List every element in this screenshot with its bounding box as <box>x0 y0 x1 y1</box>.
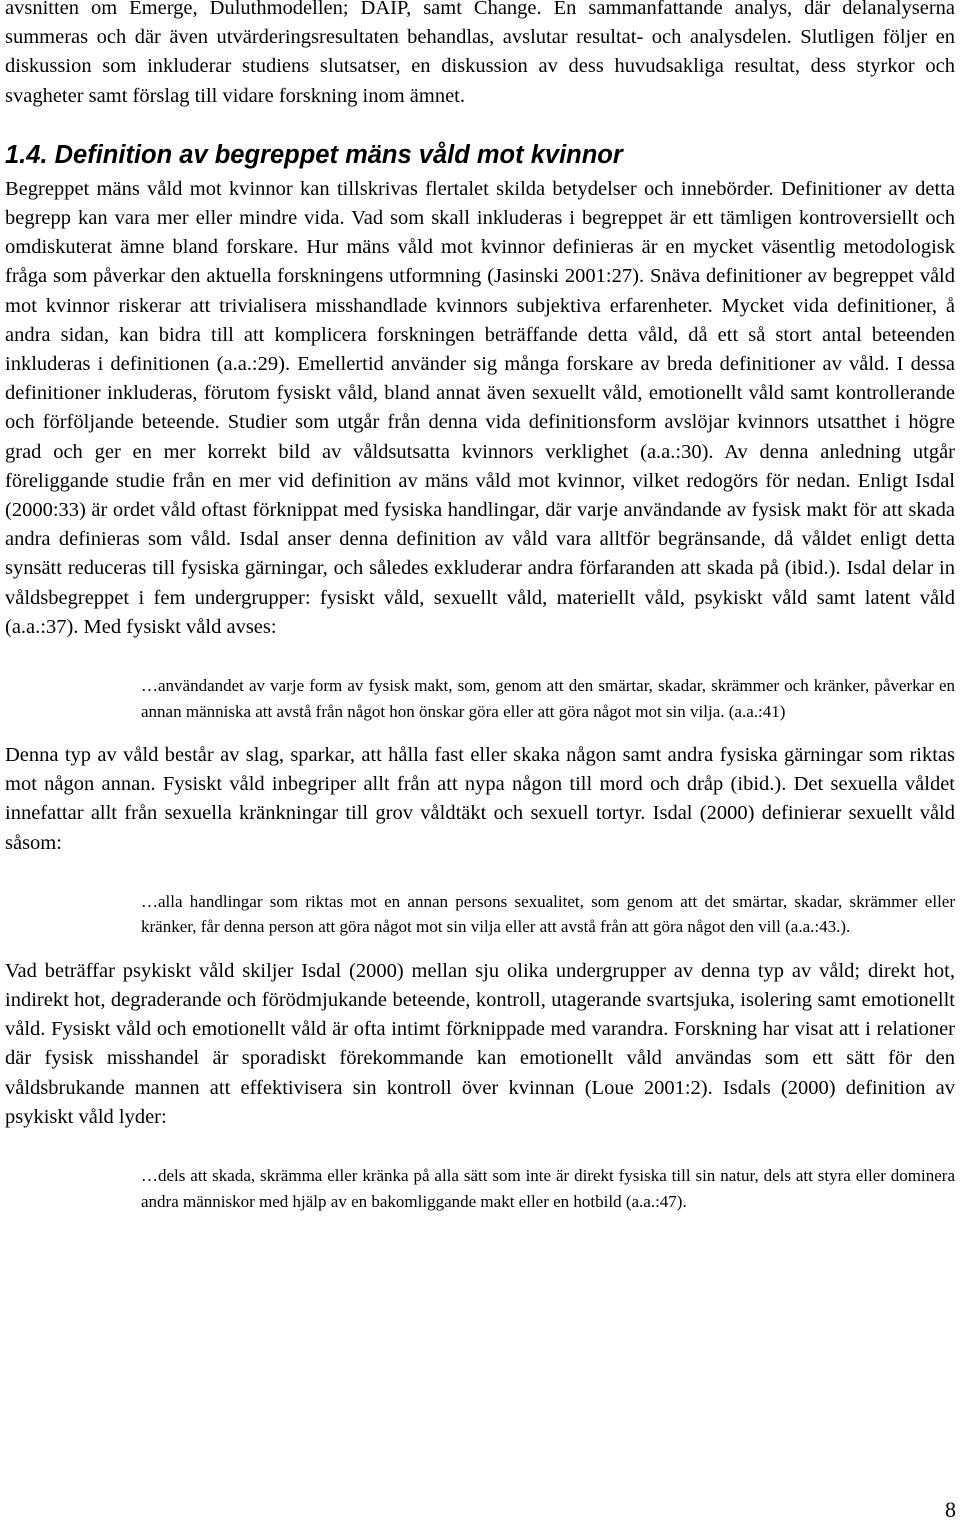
paragraph-psychological-violence: Vad beträffar psykiskt våld skiljer Isdal (2000) mellan sju olika undergrupper av denna typ av våld; direkt hot, indirekt hot, degraderande och förödmjukande beteende, kontroll, utagerande svartsjuka, isolering samt emotionellt våld. Fysiskt våld och emotionellt våld är ofta intimt förknippade med varandra. Forskning har visat att i relationer där fysisk misshandel är sporadiskt förekommande kan emotionellt våld användas som ett sätt för den våldsbrukande mannen att effektivisera sin kontroll över kvinnan (Loue 2001:2). Isdals (2000) definition av psykiskt våld lyder: <box>5 959 955 1128</box>
block-quote-sexual-violence: …alla handlingar som riktas mot en annan persons sexualitet, som genom att det smärtar, skadar, skrämmer eller kränker, får denna person att göra något mot sin vilja eller att avstå från att göra något den vill (a.a.:43.). <box>141 891 955 937</box>
block-quote-psychological-violence: …dels att skada, skrämma eller kränka på alla sätt som inte är direkt fysiska till sin natur, dels att styra eller dominera andra människor med hjälp av en bakomliggande makt eller en hotbild (a.a.:47). <box>141 1166 955 1211</box>
block-quote-physical-violence: …användandet av varje form av fysisk makt, som, genom att den smärtar, skadar, skrämmer och kränker, påverkar en annan människa att avstå från något hon önskar göra eller att göra något mot sin vilja. (a.a.:41) <box>141 676 955 721</box>
section-heading: 1.4. Definition av begreppet mäns våld mot kvinnor <box>5 140 623 169</box>
paragraph-definition: Begreppet mäns våld mot kvinnor kan tillskrivas flertalet skilda betydelser och innebörder. Definitioner av detta begrepp kan vara mer eller mindre vida. Vad som skall inkluderas i begreppet är ett tämligen kontroversiellt och omdiskuterat ämne bland forskare. Hur mäns våld mot kvinnor definieras är en mycket väsentlig metodologisk fråga som påverkar den aktuella forskningens utformning (Jasinski 2001:27). Snäva definitioner av begreppet våld mot kvinnor riskerar att trivialisera misshandlade kvinnors subjektiva erfarenheter. Mycket vida definitioner, å andra sidan, kan bidra till att komplicera forskningen beträffande detta våld, då ett så stort antal beteenden inkluderas i definitionen (a.a.:29). Emellertid använder sig många forskare av breda definitioner av våld. I dessa definitioner inkluderas, förutom fysiskt våld, bland annat även sexuellt våld, emotionellt våld samt kontrollerande och förföljande beteende. Studier som utgår från denna vida definitionsform avslöjar kvinnors utsatthet i högre grad och ger en mer korrekt bild av våldsutsatta kvinnors verklighet (a.a.:30). Av denna anledning utgår föreliggande studie från en mer vid definition av mäns våld mot kvinnor, vilket redogörs för nedan. Enligt Isdal (2000:33) är ordet våld oftast förknippat med fysiska handlingar, där varje användande av fysisk makt för att skada andra definieras som våld. Isdal anser denna definition av våld vara alltför begränsande, då våldet enligt detta synsätt reduceras till fysiska gärningar, och således exkluderar andra förfaranden att skada på (ibid.). Isdal delar in våldsbegreppet i fem undergrupper: fysiskt våld, sexuellt våld, materiellt våld, psykiskt våld samt latent våld (a.a.:37). Med fysiskt våld avses: <box>5 177 955 638</box>
paragraph-physical-violence: Denna typ av våld består av slag, sparkar, att hålla fast eller skaka någon samt andra fysiska gärningar som riktas mot någon annan. Fysiskt våld inbegriper allt från att nypa någon till mord och dråp (ibid.). Det sexuella våldet innefattar allt från sexuella kränkningar till grov våldtäkt och sexuell tortyr. Isdal (2000) definierar sexuellt våld såsom: <box>5 744 955 854</box>
intro-paragraph: avsnitten om Emerge, Duluthmodellen; DAIP, samt Change. En sammanfattande analys, där delanalyserna summeras och där även utvärderingsresultaten behandlas, avslutar resultat- och analysdelen. Slutligen följer en diskussion som inkluderar studiens slutsatser, en diskussion av dess huvudsakliga resultat, dess styrkor och svagheter samt förslag till vidare forskning inom ämnet. <box>5 0 955 107</box>
page-number: 8 <box>945 1497 956 1522</box>
document-page <box>5 0 955 1214</box>
